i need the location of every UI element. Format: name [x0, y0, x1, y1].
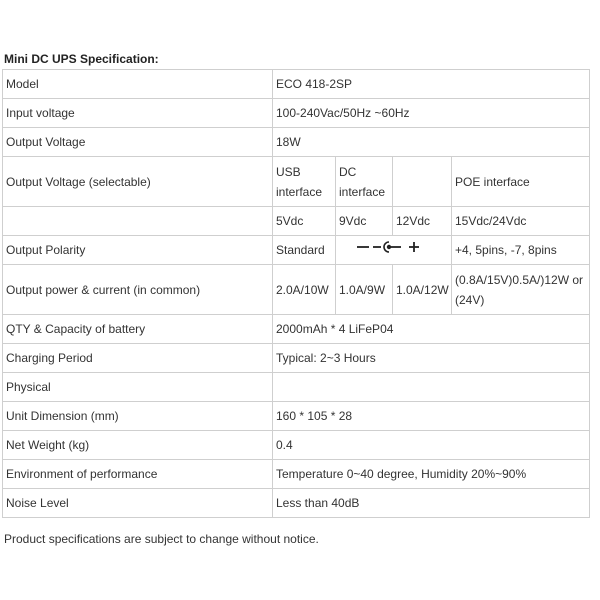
table-row: [3, 402, 590, 431]
voltage-cell: 5Vdc: [273, 207, 336, 236]
polarity-symbol-cell: [336, 236, 452, 265]
table-row: [3, 70, 590, 99]
power-cell: 1.0A/9W: [336, 265, 393, 315]
table-row: [3, 157, 590, 207]
table-row: [3, 431, 590, 460]
table-row: [3, 207, 590, 236]
table-row: [3, 236, 590, 265]
row-label: Output Voltage: [3, 128, 273, 157]
row-value: Typical: 2~3 Hours: [273, 344, 590, 373]
polarity-pins-cell: +4, 5pins, -7, 8pins: [452, 236, 590, 265]
table-row: [3, 128, 590, 157]
row-value: 2000mAh * 4 LiFeP04: [273, 315, 590, 344]
row-label: Charging Period: [3, 344, 273, 373]
table-row: [3, 265, 590, 315]
spec-table: [2, 69, 590, 518]
power-cell: (0.8A/15V)0.5A/)12W or (24V): [452, 265, 590, 315]
table-row: [3, 373, 590, 402]
table-row: [3, 460, 590, 489]
row-label: [3, 207, 273, 236]
row-label: Noise Level: [3, 489, 273, 518]
dc-polarity-center-positive-icon: [339, 239, 448, 255]
row-value: ECO 418-2SP: [273, 70, 590, 99]
row-label: Net Weight (kg): [3, 431, 273, 460]
row-label: QTY & Capacity of battery: [3, 315, 273, 344]
power-cell: 2.0A/10W: [273, 265, 336, 315]
row-label: Output power & current (in common): [3, 265, 273, 315]
row-label: Physical: [3, 373, 273, 402]
row-value: 0.4: [273, 431, 590, 460]
row-label: Unit Dimension (mm): [3, 402, 273, 431]
dc-interface-cell: DC interface: [336, 157, 393, 207]
row-value: 100-240Vac/50Hz ~60Hz: [273, 99, 590, 128]
table-row: [3, 99, 590, 128]
polarity-standard-cell: Standard: [273, 236, 336, 265]
empty-interface-cell: [393, 157, 452, 207]
row-value: Less than 40dB: [273, 489, 590, 518]
row-value: 18W: [273, 128, 590, 157]
power-cell: 1.0A/12W: [393, 265, 452, 315]
page-title: Mini DC UPS Specification:: [4, 52, 159, 66]
row-value: Temperature 0~40 degree, Humidity 20%~90%: [273, 460, 590, 489]
row-label: Input voltage: [3, 99, 273, 128]
row-label: Output Voltage (selectable): [3, 157, 273, 207]
row-value: 160 * 105 * 28: [273, 402, 590, 431]
poe-interface-cell: POE interface: [452, 157, 590, 207]
voltage-cell: 15Vdc/24Vdc: [452, 207, 590, 236]
usb-interface-cell: USB interface: [273, 157, 336, 207]
row-label: Output Polarity: [3, 236, 273, 265]
row-label: Environment of performance: [3, 460, 273, 489]
voltage-cell: 9Vdc: [336, 207, 393, 236]
table-row: [3, 315, 590, 344]
row-label: Model: [3, 70, 273, 99]
row-value: [273, 373, 590, 402]
voltage-cell: 12Vdc: [393, 207, 452, 236]
footer-note: Product specifications are subject to change without notice.: [4, 532, 319, 546]
table-row: [3, 344, 590, 373]
table-row: [3, 489, 590, 518]
